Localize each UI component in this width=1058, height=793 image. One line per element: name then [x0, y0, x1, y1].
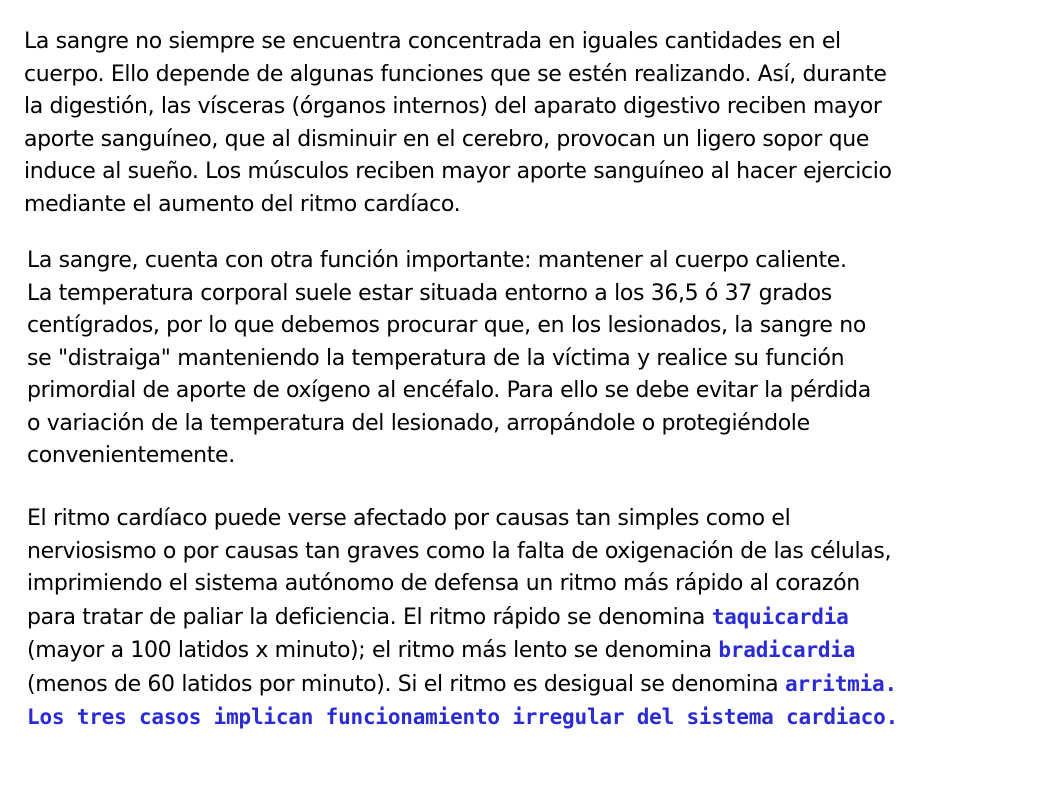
paragraph-body-temperature — [27, 245, 871, 473]
text-line: mediante el aumento del ritmo cardíaco. — [24, 191, 461, 217]
text-line: La temperatura corporal suele estar situada entorno a los 36,5 ó 37 grados — [27, 280, 832, 306]
text-segment: (mayor a 100 latidos x minuto); el ritmo más lento se denomina — [27, 638, 719, 663]
text-line: centígrados, por lo que debemos procurar que, en los lesionados, la sangre no — [27, 313, 866, 338]
paragraph-blood-distribution — [24, 26, 892, 221]
text-line: La sangre, cuenta con otra función importante: mantener al cuerpo caliente. — [27, 248, 847, 273]
text-line: o variación de la temperatura del lesionado, arropándole o protegiéndole — [27, 410, 810, 436]
text-line: La sangre no siempre se encuentra concentrada en iguales cantidades en el — [24, 29, 841, 54]
text-line: se "distraiga" manteniendo la temperatura de la víctima y realice su función — [27, 345, 845, 371]
text-line: cuerpo. Ello depende de algunas funciones que se estén realizando. Así, durante — [24, 61, 887, 87]
term-bradicardia: bradicardia — [718, 638, 856, 662]
text-segment: para tratar de paliar la deficiencia. El ritmo rápido se denomina — [27, 604, 712, 630]
text-line — [27, 634, 898, 668]
text-line — [27, 668, 898, 702]
text-line: induce al sueño. Los músculos reciben mayor aporte sanguíneo al hacer ejercicio — [24, 159, 892, 184]
text-line — [27, 701, 898, 735]
term-taquicardia: taquicardia — [711, 604, 849, 629]
text-segment: (menos de 60 latidos por minuto). Si el ritmo es desigual se denomina — [27, 671, 785, 697]
term-arritmia: arritmia. — [784, 671, 897, 696]
text-line: El ritmo cardíaco puede verse afectado por causas tan simples como el — [27, 506, 791, 531]
text-line: nerviosismo o por causas tan graves como la falta de oxigenación de las células, — [27, 538, 892, 564]
text-line: primordial de aporte de oxígeno al encéfalo. Para ello se debe evitar la pérdida — [27, 378, 871, 403]
text-line: aporte sanguíneo, que al disminuir en el cerebro, provocan un ligero sopor que — [24, 126, 870, 152]
highlighted-conclusion: Los tres casos implican funcionamiento irregular del sistema cardiaco. — [27, 705, 899, 729]
paragraph-heart-rhythm — [27, 503, 898, 735]
text-line: la digestión, las vísceras (órganos internos) del aparato digestivo reciben mayor — [24, 94, 882, 119]
text-line: imprimiendo el sistema autónomo de defensa un ritmo más rápido al corazón — [27, 571, 860, 596]
text-line — [27, 601, 898, 635]
text-line: convenientemente. — [27, 443, 235, 468]
